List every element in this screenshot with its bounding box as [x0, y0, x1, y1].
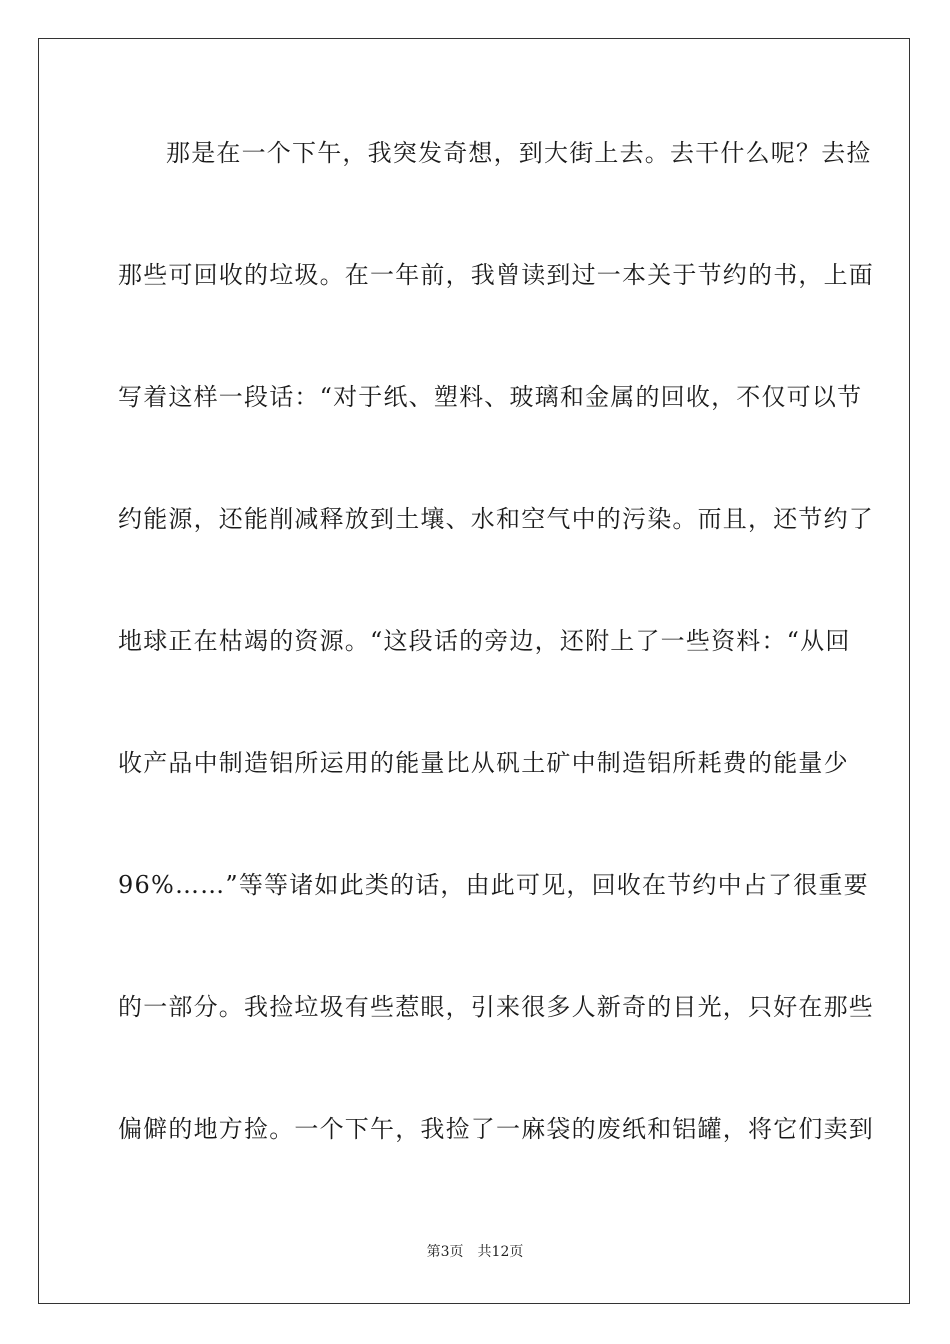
paragraph-line: 地球正在枯竭的资源。“这段话的旁边，还附上了一些资料：“从回 [118, 627, 851, 655]
paragraph-line: 那是在一个下午，我突发奇想，到大街上去。去干什么呢？去捡 [166, 139, 872, 167]
paragraph-line: 的一部分。我捡垃圾有些惹眼，引来很多人新奇的目光，只好在那些 [118, 993, 874, 1021]
paragraph-line: 偏僻的地方捡。一个下午，我捡了一麻袋的废纸和铝罐，将它们卖到 [118, 1115, 874, 1143]
paragraph-line: 约能源，还能削减释放到土壤、水和空气中的污染。而且，还节约了 [118, 505, 874, 533]
paragraph-line: 96%……”等等诸如此类的话，由此可见，回收在节约中占了很重要 [118, 871, 869, 899]
paragraph-line: 写着这样一段话：“对于纸、塑料、玻璃和金属的回收，不仅可以节 [118, 383, 863, 411]
page-total: 共12页 [477, 1244, 524, 1260]
page-footer [0, 1243, 950, 1261]
page-number: 第3页 [426, 1244, 464, 1260]
paragraph-line: 那些可回收的垃圾。在一年前，我曾读到过一本关于节约的书，上面 [118, 261, 874, 289]
paragraph-line: 收产品中制造铝所运用的能量比从矾土矿中制造铝所耗费的能量少 [118, 749, 849, 777]
